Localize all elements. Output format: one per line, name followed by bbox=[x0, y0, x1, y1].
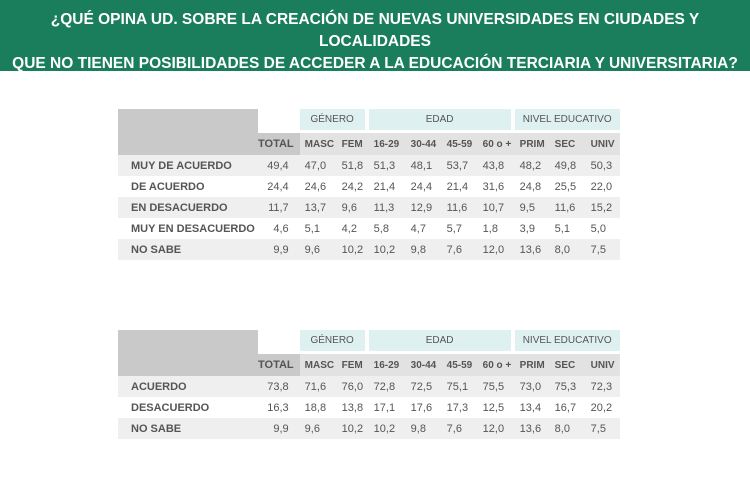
value-cell: 13,6 bbox=[515, 418, 550, 439]
value-cell: 49,8 bbox=[550, 155, 586, 176]
value-cell: 24,6 bbox=[300, 176, 337, 197]
value-cell: 7,5 bbox=[586, 418, 620, 439]
value-cell: 48,2 bbox=[515, 155, 550, 176]
col-header-total: TOTAL bbox=[258, 354, 300, 376]
group-edad: EDAD bbox=[369, 330, 515, 354]
table-corner bbox=[118, 330, 258, 376]
group-nivel-educativo: NIVEL EDUCATIVO bbox=[515, 109, 620, 133]
value-cell: 5,8 bbox=[369, 218, 406, 239]
total-value-cell: 73,8 bbox=[258, 376, 300, 397]
table-row bbox=[118, 418, 620, 439]
group-header-row bbox=[118, 109, 620, 133]
total-value-cell: 9,9 bbox=[258, 418, 300, 439]
question-title-line-1: ¿QUÉ OPINA UD. SOBRE LA CREACIÓN DE NUEVAS UNIVERSIDADES EN CIUDADES Y LOCALIDADES bbox=[50, 11, 700, 50]
table-corner bbox=[118, 109, 258, 155]
row-label: DE ACUERDO bbox=[118, 176, 258, 197]
value-cell: 5,0 bbox=[586, 218, 620, 239]
total-value-cell: 11,7 bbox=[258, 197, 300, 218]
value-cell: 11,3 bbox=[369, 197, 406, 218]
opinion-table-detailed bbox=[118, 109, 620, 260]
table-row bbox=[118, 239, 620, 260]
value-cell: 47,0 bbox=[300, 155, 337, 176]
value-cell: 1,8 bbox=[478, 218, 515, 239]
value-cell: 71,6 bbox=[300, 376, 337, 397]
value-cell: 10,2 bbox=[369, 418, 406, 439]
row-label: DESACUERDO bbox=[118, 397, 258, 418]
value-cell: 12,5 bbox=[478, 397, 515, 418]
value-cell: 12,0 bbox=[478, 418, 515, 439]
value-cell: 13,7 bbox=[300, 197, 337, 218]
value-cell: 7,6 bbox=[442, 418, 478, 439]
total-value-cell: 16,3 bbox=[258, 397, 300, 418]
total-value-cell: 49,4 bbox=[258, 155, 300, 176]
total-value-cell: 4,6 bbox=[258, 218, 300, 239]
value-cell: 5,1 bbox=[300, 218, 337, 239]
value-cell: 48,1 bbox=[406, 155, 442, 176]
value-cell: 10,2 bbox=[337, 239, 369, 260]
value-cell: 10,2 bbox=[337, 418, 369, 439]
col-header-16-29: 16-29 bbox=[369, 354, 406, 376]
row-label: NO SABE bbox=[118, 239, 258, 260]
col-header-60-plus: 60 o + bbox=[478, 133, 515, 155]
row-label: MUY EN DESACUERDO bbox=[118, 218, 258, 239]
value-cell: 51,3 bbox=[369, 155, 406, 176]
value-cell: 72,5 bbox=[406, 376, 442, 397]
total-value-cell: 24,4 bbox=[258, 176, 300, 197]
value-cell: 76,0 bbox=[337, 376, 369, 397]
value-cell: 16,7 bbox=[550, 397, 586, 418]
value-cell: 5,1 bbox=[550, 218, 586, 239]
col-header-fem: FEM bbox=[337, 354, 369, 376]
col-header-fem: FEM bbox=[337, 133, 369, 155]
col-header-45-59: 45-59 bbox=[442, 354, 478, 376]
value-cell: 75,1 bbox=[442, 376, 478, 397]
question-title-line-2: QUE NO TIENEN POSIBILIDADES DE ACCEDER A LA EDUCACIÓN TERCIARIA Y UNIVERSITARIA? bbox=[12, 55, 738, 72]
value-cell: 50,3 bbox=[586, 155, 620, 176]
value-cell: 75,3 bbox=[550, 376, 586, 397]
value-cell: 15,2 bbox=[586, 197, 620, 218]
row-label: ACUERDO bbox=[118, 376, 258, 397]
col-header-masc: MASC bbox=[300, 133, 337, 155]
value-cell: 20,2 bbox=[586, 397, 620, 418]
table-row bbox=[118, 397, 620, 418]
value-cell: 5,7 bbox=[442, 218, 478, 239]
value-cell: 9,8 bbox=[406, 418, 442, 439]
col-header-16-29: 16-29 bbox=[369, 133, 406, 155]
value-cell: 43,8 bbox=[478, 155, 515, 176]
opinion-table-summary bbox=[118, 330, 620, 439]
value-cell: 24,2 bbox=[337, 176, 369, 197]
question-header bbox=[0, 0, 750, 71]
col-header-60-plus: 60 o + bbox=[478, 354, 515, 376]
value-cell: 11,6 bbox=[550, 197, 586, 218]
value-cell: 21,4 bbox=[442, 176, 478, 197]
col-header-prim: PRIM bbox=[515, 133, 550, 155]
col-header-prim: PRIM bbox=[515, 354, 550, 376]
group-header-row bbox=[118, 330, 620, 354]
value-cell: 25,5 bbox=[550, 176, 586, 197]
value-cell: 18,8 bbox=[300, 397, 337, 418]
value-cell: 9,6 bbox=[300, 239, 337, 260]
col-header-sec: SEC bbox=[550, 354, 586, 376]
value-cell: 4,2 bbox=[337, 218, 369, 239]
value-cell: 11,6 bbox=[442, 197, 478, 218]
value-cell: 8,0 bbox=[550, 418, 586, 439]
table-row bbox=[118, 155, 620, 176]
value-cell: 51,8 bbox=[337, 155, 369, 176]
table-row bbox=[118, 376, 620, 397]
row-label: EN DESACUERDO bbox=[118, 197, 258, 218]
group-genero: GÉNERO bbox=[300, 330, 369, 354]
col-header-univ: UNIV bbox=[586, 354, 620, 376]
value-cell: 17,3 bbox=[442, 397, 478, 418]
value-cell: 22,0 bbox=[586, 176, 620, 197]
row-label: NO SABE bbox=[118, 418, 258, 439]
col-header-45-59: 45-59 bbox=[442, 133, 478, 155]
value-cell: 72,8 bbox=[369, 376, 406, 397]
value-cell: 10,2 bbox=[369, 239, 406, 260]
col-header-total: TOTAL bbox=[258, 133, 300, 155]
value-cell: 9,6 bbox=[300, 418, 337, 439]
value-cell: 17,6 bbox=[406, 397, 442, 418]
value-cell: 24,4 bbox=[406, 176, 442, 197]
table-row bbox=[118, 218, 620, 239]
group-edad: EDAD bbox=[369, 109, 515, 133]
value-cell: 24,8 bbox=[515, 176, 550, 197]
value-cell: 9,5 bbox=[515, 197, 550, 218]
total-value-cell: 9,9 bbox=[258, 239, 300, 260]
value-cell: 3,9 bbox=[515, 218, 550, 239]
value-cell: 7,6 bbox=[442, 239, 478, 260]
col-header-univ: UNIV bbox=[586, 133, 620, 155]
value-cell: 13,6 bbox=[515, 239, 550, 260]
table-row bbox=[118, 176, 620, 197]
value-cell: 7,5 bbox=[586, 239, 620, 260]
value-cell: 4,7 bbox=[406, 218, 442, 239]
table-row bbox=[118, 197, 620, 218]
row-label: MUY DE ACUERDO bbox=[118, 155, 258, 176]
value-cell: 21,4 bbox=[369, 176, 406, 197]
value-cell: 13,4 bbox=[515, 397, 550, 418]
value-cell: 72,3 bbox=[586, 376, 620, 397]
value-cell: 12,9 bbox=[406, 197, 442, 218]
group-nivel-educativo: NIVEL EDUCATIVO bbox=[515, 330, 620, 354]
col-header-sec: SEC bbox=[550, 133, 586, 155]
group-genero: GÉNERO bbox=[300, 109, 369, 133]
value-cell: 12,0 bbox=[478, 239, 515, 260]
value-cell: 17,1 bbox=[369, 397, 406, 418]
value-cell: 10,7 bbox=[478, 197, 515, 218]
col-header-30-44: 30-44 bbox=[406, 133, 442, 155]
value-cell: 73,0 bbox=[515, 376, 550, 397]
value-cell: 9,6 bbox=[337, 197, 369, 218]
value-cell: 31,6 bbox=[478, 176, 515, 197]
value-cell: 8,0 bbox=[550, 239, 586, 260]
value-cell: 75,5 bbox=[478, 376, 515, 397]
value-cell: 9,8 bbox=[406, 239, 442, 260]
col-header-30-44: 30-44 bbox=[406, 354, 442, 376]
col-header-masc: MASC bbox=[300, 354, 337, 376]
value-cell: 53,7 bbox=[442, 155, 478, 176]
value-cell: 13,8 bbox=[337, 397, 369, 418]
